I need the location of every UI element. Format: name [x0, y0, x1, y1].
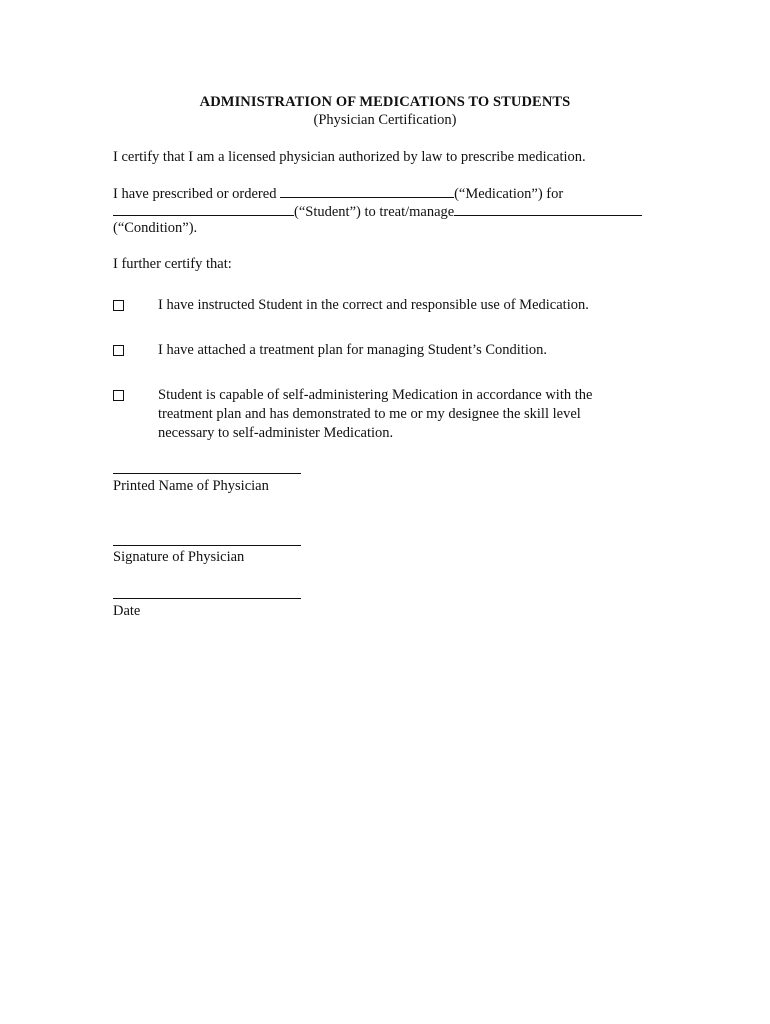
date-label: Date — [113, 603, 141, 619]
prescribed-line — [113, 183, 563, 203]
signature-label: Signature of Physician — [113, 549, 245, 565]
checkbox-instructed[interactable] — [113, 300, 124, 311]
student-field[interactable] — [113, 201, 294, 216]
student-line — [113, 201, 642, 221]
medication-field[interactable] — [280, 183, 454, 198]
further-certify-heading: I further certify that: — [113, 256, 232, 272]
form-subtitle: (Physician Certification) — [313, 112, 457, 128]
checkbox-self-administer[interactable] — [113, 390, 124, 401]
checkbox-treatment-plan-label: I have attached a treatment plan for managing Student’s Condition. — [158, 342, 547, 358]
checkbox-instructed-label: I have instructed Student in the correct and responsible use of Medication. — [158, 297, 589, 313]
condition-field[interactable] — [454, 201, 642, 216]
form-title: ADMINISTRATION OF MEDICATIONS TO STUDENTS — [199, 94, 571, 110]
medication-suffix: (“Medication”) for — [454, 186, 564, 202]
checkbox-self-administer-label: Student is capable of self-administering Medication in accordance with the treatment plan and has demonstrated to me or my designee the skill level necessary to self-administer Medication. — [158, 387, 593, 441]
printed-name-field[interactable] — [113, 473, 301, 474]
checkbox-treatment-plan[interactable] — [113, 345, 124, 356]
signature-field[interactable] — [113, 545, 301, 546]
condition-label: (“Condition”). — [113, 220, 198, 236]
prescribed-prefix: I have prescribed or ordered — [113, 186, 281, 202]
student-suffix: (“Student”) to treat/manage — [294, 204, 455, 220]
date-field[interactable] — [113, 598, 301, 599]
printed-name-label: Printed Name of Physician — [113, 478, 269, 494]
certify-statement: I certify that I am a licensed physician authorized by law to prescribe medication. — [113, 149, 586, 165]
